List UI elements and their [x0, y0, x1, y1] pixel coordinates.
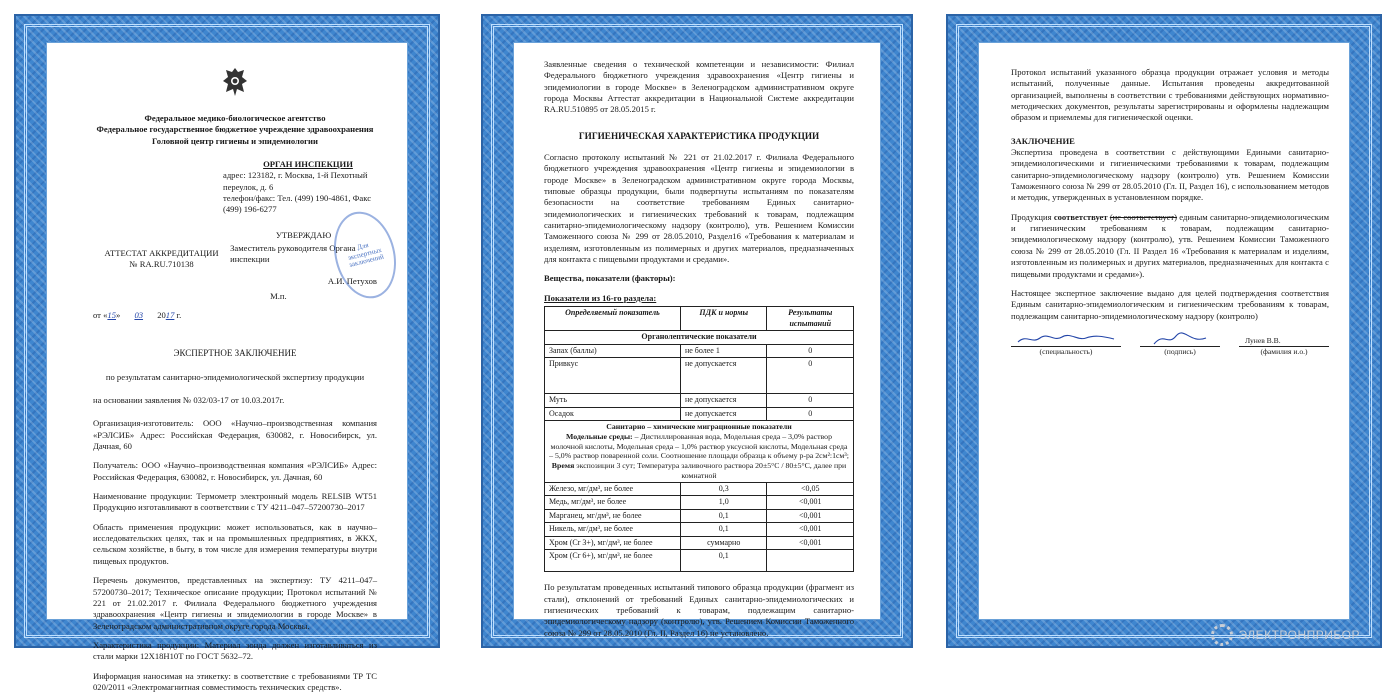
document-page-1 — [14, 14, 440, 692]
hygienic-title: ГИГИЕНИЧЕСКАЯ ХАРАКТЕРИСТИКА ПРОДУКЦИИ — [578, 130, 820, 141]
center-name: Головной центр гигиены и эпидемиологии — [152, 135, 318, 146]
table-row — [545, 344, 854, 358]
table-row — [545, 394, 854, 408]
table-row — [545, 358, 854, 394]
table-row — [545, 509, 854, 523]
result-cell: 0 — [767, 407, 854, 421]
attestat-number: № RA.RU.710138 — [129, 259, 194, 270]
result-cell: <0,001 — [767, 523, 854, 537]
norm-cell: 1,0 — [680, 496, 767, 510]
organ-address: адрес: 123182, г. Москва, 1-й Пехотный переулок, д. 6 — [223, 170, 368, 192]
stamp-text: Для экспертных заключений — [346, 240, 385, 270]
coat-of-arms-icon — [220, 65, 250, 99]
norm-cell: не допускается — [680, 394, 767, 408]
maker-info: Организация-изготовитель: ООО «Научно–производственная компания «РЭЛСИБ» Адрес: Российская Федерация, 630082, г. Новосибирск, ул. Дачная, 60 — [93, 418, 377, 452]
hygienic-body: Согласно протоколу испытаний № 221 от 21.02.2017 г. Филиала Федерального бюджетного учреждения здравоохранения «Центр гигиены и эпидемиологии в городе Москве» в Зеленоградском административном округе города Москвы, типовые образцы продукции, были подвергнуты испытаниям по показателям безопасности на соответствие требованиям Единых санитарно-эпидемиологических и гигиенических требований к товарам, подлежащим санитарно-эпидемиологическому надзору (контролю), утв. Решением Комиссии Таможенного союза № 299 от 28.05.2010, Раздел16 «Требования к материалам и изделиям, изготовленным из полимерных и других материалов, предназначенных для контакта с пищевыми продуктами и средами». — [544, 151, 854, 264]
norm-cell: 0,3 — [680, 482, 767, 496]
label-info: Информация наносимая на этикетку: в соответствие с требованиями ТР ТС 020/2011 «Электромагнитная совместимость технических средств». — [93, 670, 377, 692]
expert-name: Лунев В.В. — [1245, 335, 1281, 345]
table-row — [545, 482, 854, 496]
organ-phone: телефон/факс: Тел. (499) 190-4861, Факс (499) 196-6277 — [223, 193, 372, 215]
page-3-content — [978, 42, 1350, 620]
date-year: 17 — [165, 310, 175, 321]
compliance-status: соответствует — [1053, 211, 1108, 222]
table-row — [545, 523, 854, 537]
documents-info: Перечень документов, представленных на экспертизу: ТУ 4211–047–57200730–2017; Техническое описание продукции; Протокол испытаний № 221 от 21.02.2017 г. Филиала Федерального бюджетного учреждения здравоохранения «Центр гигиены и эпидемиологии в городе Москве» в Зеленоградском административном округе города Москвы. — [93, 575, 377, 631]
conclusion-paragraph: Экспертиза проведена в соответствии с действующими Едиными санитарно-эпидемиологическими и гигиеническими требованиями к товарам, подлежащим санитарно-эпидемиологическому надзору (контролю) утв. Решением Комиссии Таможенного союза № 299 от 28.05.2010 (Гл. II, Раздел 16), с использованием методов и методик, утвержденных в установленном порядке. — [1011, 147, 1329, 203]
model-media-text: – Дистиллированная вода, Модельная среда – 3,0% раствор молочной кислоты, Модельная среда – 1,0% раствор уксусной кислоты, Модельная среда – 5,0% раствор поваренной соли. Соотношение площади образца к объему р-ра 2см²:1см³; — [549, 432, 849, 461]
signer-name: А.И. Петухов — [327, 275, 377, 286]
signature-block — [1011, 332, 1329, 357]
result-cell: 0 — [767, 358, 854, 394]
result-cell: <0,001 — [767, 509, 854, 523]
result-cell: 0 — [767, 344, 854, 358]
date-month: 03 — [134, 310, 144, 321]
table-row — [545, 496, 854, 510]
result-cell: <0,001 — [767, 536, 854, 550]
indicator-cell: Осадок — [545, 407, 681, 421]
document-subtitle: по результатам санитарно-эпидемиологической экспертизу продукции — [105, 371, 365, 382]
scope-info: Область применения продукции: может использоваться, как в научно–исследовательских целях, так и на промышленных предприятиях, в ЖКХ, сельском хозяйстве, в быту, в том числе для измерения температуры внутри пищевых продуктов. — [93, 521, 377, 566]
norm-cell: суммарно — [680, 536, 767, 550]
watermark — [1211, 624, 1361, 646]
norm-cell: 0,1 — [680, 523, 767, 537]
seal-label: М.п. — [270, 291, 287, 302]
table-row — [545, 536, 854, 550]
table-row — [545, 550, 854, 572]
indicator-cell: Медь, мг/дм³, не более — [545, 496, 681, 510]
attestat-label: АТТЕСТАТ АККРЕДИТАЦИИ — [104, 247, 219, 258]
signature-handwriting — [1150, 332, 1210, 346]
approve-label: УТВЕРЖДАЮ — [275, 229, 332, 240]
indicator-cell: Никель, мг/дм³, не более — [545, 523, 681, 537]
date-day: 15 — [107, 310, 116, 321]
indicator-cell: Привкус — [545, 358, 681, 394]
agency-name: Федеральное медико-биологическое агентство — [144, 113, 326, 123]
protocol-paragraph: Протокол испытаний указанного образца продукции отражает условия и методы испытаний, полученные данные. Испытания проведены аккредитованной организацией, выполнены в соответствии с требованиями действующих нормативно-методических документов, результаты зарегистрированы и оформлены надлежащим образом и приемлемы для гигиенической оценки. — [1011, 67, 1329, 123]
conclusion-title: ЗАКЛЮЧЕНИЕ — [1011, 135, 1075, 146]
indicator-cell: Хром (Cr 3+), мг/дм³, не более — [545, 536, 681, 550]
document-page-2 — [481, 14, 913, 648]
column-header: ПДК и нормы — [680, 306, 767, 330]
specialty-caption: (специальность) — [1011, 346, 1121, 357]
results-footer: По результатам проведенных испытаний типового образца продукции (фрагмент из стали), отклонений от требований Единых санитарно-эпидемиологических и гигиенических требований к товарам, подлежащим санитарно-эпидемиологическому надзору (контролю), утв. Решением Комиссии Таможенного союза № 299 от 28.05.2010 (Гл. II, Раздел 16) не установлено. — [544, 582, 854, 638]
approval-date: от «15» 03 2017 г. — [93, 310, 182, 321]
compliance-paragraph: Продукция соответствует (не соответствует) единым санитарно-эпидемиологическим и гигиеническим требованиям к товарам, подлежащим санитарно-эпидемиологическому надзору (контролю), утв. Решением Комиссии Таможенного союза № 299 от 28.05.2010 (Гл. II Раздел 16 «Требования к материалам и изделиям, изготовленным из полимерных и других материалов, предназначенных для контакта с пищевыми продуктами и средами»). — [1011, 211, 1330, 279]
exposure-text: экспозиции 3 сут; Температура заливочного раствора 20±5°С / 80±5°С, далее при комнатной — [574, 461, 847, 480]
indicator-cell: Муть — [545, 394, 681, 408]
result-cell — [767, 550, 854, 572]
norm-cell: 0,1 — [680, 509, 767, 523]
chemical-section — [545, 421, 854, 482]
exposure-label: Время — [551, 461, 575, 471]
watermark-text: ЭЛЕКТРОНПРИБОР — [1238, 628, 1360, 642]
document-page-3 — [946, 14, 1382, 648]
basis-line: на основании заявления № 032/03-17 от 10.03.2017г. — [93, 395, 285, 406]
chemical-section-title: Санитарно – химические миграционные показатели — [606, 422, 792, 432]
specialty-handwriting — [1016, 332, 1116, 346]
product-info: Наименование продукции: Термометр электронный модель RELSIB WT51 Продукцию изготавливают в соответствии с ТУ 4211–047–57200730–2017 — [93, 491, 377, 513]
organ-title: ОРГАН ИНСПЕКЦИИ — [263, 159, 353, 170]
signature-caption: (подпись) — [1140, 346, 1220, 357]
column-header: Определяемый показатель — [545, 306, 681, 330]
result-cell: <0,001 — [767, 496, 854, 510]
characteristic-info: Характеристика продукции: Материал зонда должен изготавливаться из стали марки 12Х18Н10Т по ГОСТ 5632–72. — [93, 639, 377, 662]
indicator-cell: Железо, мг/дм³, не более — [545, 482, 681, 496]
result-cell: 0 — [767, 394, 854, 408]
table-header-row — [545, 306, 854, 330]
noncompliance-struck: (не соответствует) — [1109, 211, 1178, 222]
table-row — [545, 407, 854, 421]
page-1-content — [46, 42, 408, 692]
results-table — [544, 306, 854, 572]
competence-info: Заявленные сведения о технической компетенции и независимости: Филиал Федерального бюджетного учреждения здравоохранения «Центр гигиены и эпидемиологии в городе Москве» в Зеленоградском административном округе города Москвы Аттестат аккредитации в Национальной Системе аккредитации RA.RU.510895 от 28.05.2015 г. — [544, 59, 854, 115]
page-2-content — [513, 42, 881, 638]
result-cell: <0,05 — [767, 482, 854, 496]
norm-cell: не допускается — [680, 407, 767, 421]
name-caption: (фамилия и.о.) — [1239, 346, 1329, 357]
model-media-label: Модельные среды: — [566, 432, 633, 441]
norm-cell: 0,1 — [680, 550, 767, 572]
purpose-paragraph: Настоящее экспертное заключение выдано для целей подтверждения соответствия Единым санитарно-эпидемиологическим и гигиеническим требованиям к товарам, подлежащим санитарно-эпидемиологическому надзору (контролю) — [1011, 287, 1329, 321]
document-title: ЭКСПЕРТНОЕ ЗАКЛЮЧЕНИЕ — [173, 347, 297, 358]
indicator-cell: Запах (баллы) — [545, 344, 681, 358]
indicator-cell: Марганец, мг/дм³, не более — [545, 509, 681, 523]
section-label: Показатели из 16-го раздела: — [544, 292, 657, 303]
deputy-label: Заместитель руководителя Органа инспекции — [230, 243, 356, 265]
institution-name: Федеральное государственное бюджетное учреждение здравоохранения — [96, 124, 374, 135]
gear-icon — [1211, 624, 1233, 646]
norm-cell: не более 1 — [680, 344, 767, 358]
substances-label: Вещества, показатели (факторы): — [544, 273, 676, 284]
receiver-info: Получатель: ООО «Научно–производственная компания «РЭЛСИБ» Адрес: Российская Федерация, 630082, г. Новосибирск, ул. Дачная, 60 — [93, 460, 377, 482]
column-header: Результаты испытаний — [767, 306, 854, 330]
norm-cell: не допускается — [680, 358, 767, 394]
indicator-cell: Хром (Cr 6+), мг/дм³, не более — [545, 550, 681, 572]
organoleptic-section-title: Органолептические показатели — [545, 331, 854, 345]
